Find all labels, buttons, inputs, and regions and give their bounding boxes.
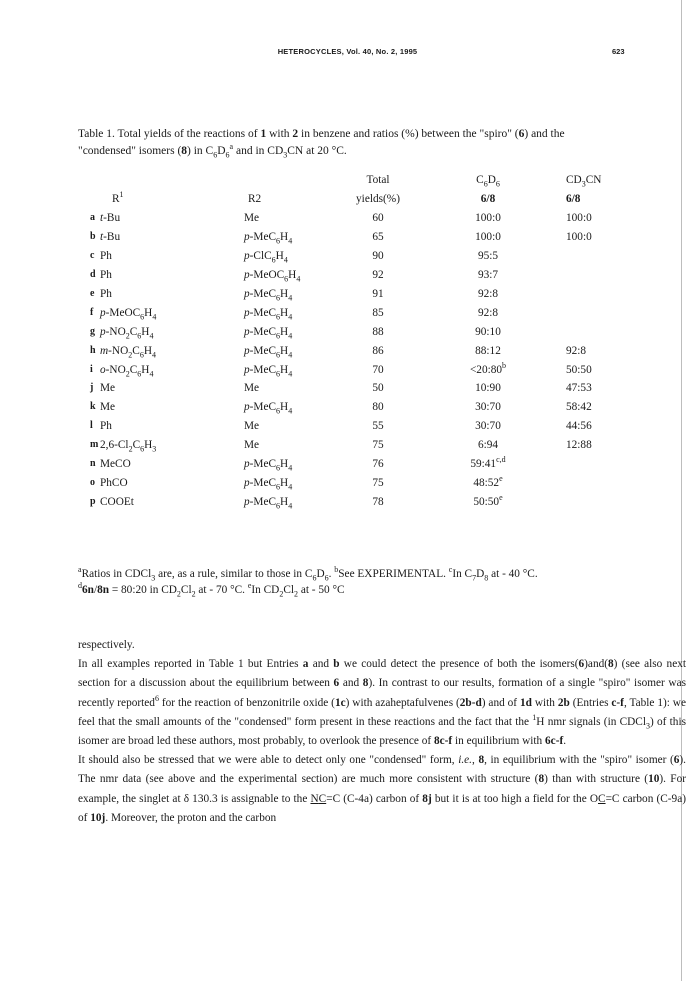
r2-value: Me bbox=[244, 420, 260, 433]
yield-value: 86 bbox=[372, 344, 384, 357]
entry-label: f bbox=[90, 306, 94, 318]
entry-label: h bbox=[90, 344, 96, 356]
ratio-c6d6: 100:0 bbox=[475, 212, 501, 225]
yield-value: 50 bbox=[372, 382, 384, 395]
ratio-c6d6: 50:50e bbox=[473, 493, 503, 508]
table-row bbox=[0, 341, 626, 360]
ratio-cd3cn: 100:0 bbox=[566, 212, 592, 225]
entry-label: p bbox=[90, 495, 96, 507]
table-row bbox=[0, 303, 626, 322]
table-row bbox=[0, 285, 626, 304]
ratio-cd3cn: 47:53 bbox=[566, 382, 592, 395]
header-ratio-cd3cn: 6/8 bbox=[566, 192, 581, 205]
paragraph-3: It should also be stressed that we were able to detect only one "condensed" form, i.e., 8, in equilibrium with the "spiro" isomer (6). The nmr data (see above and the experimental section) are much more consistent with structure (8) than with structure (10). For example, the singlet at δ 130.3 is assignable to the NC=C (C-4a) carbon of 8j but it is at too high a field for the OC=C carbon (C-9a) of 10j. Moreover, the proton and the carbon bbox=[78, 754, 686, 824]
ratio-cd3cn: 100:0 bbox=[566, 231, 592, 244]
r2-value: Me bbox=[244, 382, 260, 395]
journal-citation: HETEROCYCLES, Vol. 40, No. 2, 1995 bbox=[277, 47, 418, 56]
r1-value: $2,6-Cl_2C_6H_3$ bbox=[100, 439, 157, 454]
yield-value: 78 bbox=[372, 495, 384, 508]
table-row bbox=[0, 473, 626, 492]
header-ratio-c6d6: 6/8 bbox=[480, 192, 496, 205]
r2-value: $p-MeC_6H_4$ bbox=[244, 288, 293, 303]
ratio-c6d6: 100:0 bbox=[475, 231, 501, 244]
results-table bbox=[0, 171, 626, 511]
body-text bbox=[78, 636, 686, 828]
yield-value: 80 bbox=[372, 401, 384, 414]
entry-label: j bbox=[90, 382, 94, 394]
table-row bbox=[0, 398, 626, 417]
ratio-c6d6: $<20:80^b$ bbox=[469, 360, 507, 376]
table-row bbox=[0, 266, 626, 285]
entry-label: n bbox=[90, 458, 96, 470]
paragraph-2: In all examples reported in Table 1 but Entries a and b we could detect the presence of both the isomers(6)and(8) (see also next section for a discussion about the equilibrium between 6 and 8). In contrast to our results, formation of a single "spiro" isomer was recently reported$^6$ for the reaction of benzonitrile oxide (1c) with azaheptafulvenes (2b-d) and of 1d with 2b (Entries c-f, Table 1): we feel that the small amounts of the "condensed" form present in these reactions and the fact that the $^1$H nmr signals (in CDCl$_3$) of this isomer are broad led these authors, most probably, to overlook the presence of 8c-f in equilibrium with 6c-f. bbox=[78, 658, 686, 748]
ratio-c6d6: 92:8 bbox=[477, 306, 499, 319]
r1-value: Me bbox=[100, 382, 116, 395]
entry-label: i bbox=[90, 363, 93, 375]
ratio-c6d6: 95:5 bbox=[477, 250, 499, 263]
ratio-c6d6: 93:7 bbox=[477, 269, 499, 282]
entry-label: o bbox=[90, 476, 95, 488]
table-footnotes bbox=[78, 567, 678, 598]
r1-value: Ph bbox=[100, 250, 112, 263]
yield-value: 88 bbox=[372, 325, 384, 338]
entry-label: b bbox=[90, 231, 96, 243]
table-header-row-2 bbox=[0, 188, 626, 209]
entry-label: k bbox=[90, 401, 96, 413]
ratio-cd3cn: 44:56 bbox=[566, 420, 592, 433]
caption-line-2: "condensed" isomers (8) in $C_6D_6^a$ and in $CD_3CN$ at 20 °C. bbox=[78, 142, 347, 160]
header-total: Total bbox=[366, 173, 390, 186]
ratio-c6d6: 92:8 bbox=[477, 288, 499, 300]
table-row bbox=[0, 360, 626, 379]
r2-value: $p-MeC_6H_4$ bbox=[244, 325, 293, 341]
header-cd3cn: $CD_3CN$ bbox=[566, 173, 602, 188]
ratio-c6d6: 30:70 bbox=[475, 401, 501, 414]
table-row bbox=[0, 436, 626, 455]
r1-value: $p-MeOC_6H_4$ bbox=[100, 306, 157, 322]
yield-value: 85 bbox=[372, 306, 384, 319]
r2-value: Me bbox=[244, 439, 260, 452]
r1-value: $m-NO_2C_6H_4$ bbox=[100, 344, 156, 359]
r2-value: $p-ClC_6H_4$ bbox=[244, 250, 288, 265]
ratio-c6d6: 59:41$^{c,d}$ bbox=[470, 455, 506, 471]
r1-value: Me bbox=[100, 401, 116, 414]
yield-value: 75 bbox=[372, 476, 384, 489]
table-row bbox=[0, 209, 626, 228]
r2-value: $p-MeC_6H_4$ bbox=[244, 306, 293, 322]
header-c6d6: $C_6D_6$ bbox=[476, 173, 500, 188]
r1-value: MeCO bbox=[100, 458, 131, 471]
r1-value: $p-NO_2C_6H_4$ bbox=[100, 325, 154, 341]
running-header bbox=[0, 45, 695, 59]
ratio-cd3cn: 50:50 bbox=[566, 363, 592, 376]
page-number: 623 bbox=[612, 47, 625, 56]
footnote-line-2: $^d$6n/8n = 80:20 in $CD_2Cl_2$ at - 70 °C. $^e$In $CD_2Cl_2$ at - 50 °C bbox=[78, 580, 345, 598]
r2-value: $p-MeC_6H_4$ bbox=[244, 458, 293, 473]
header-yields: yields(%) bbox=[356, 192, 400, 205]
ratio-c6d6: 90:10 bbox=[475, 325, 501, 338]
yield-value: 55 bbox=[372, 420, 384, 433]
ratio-c6d6: 6:94 bbox=[477, 439, 499, 452]
yield-value: 70 bbox=[372, 363, 384, 376]
caption-line-1: Table 1. Total yields of the reactions of 1 with 2 in benzene and ratios (%) between the "spiro" (6) and the bbox=[78, 128, 565, 140]
r2-value: $p-MeC_6H_4$ bbox=[244, 495, 293, 511]
yield-value: 65 bbox=[372, 231, 384, 244]
table-row bbox=[0, 379, 626, 398]
ratio-c6d6: 48:52e bbox=[473, 474, 503, 489]
page-edge-rule bbox=[681, 0, 682, 981]
yield-value: 60 bbox=[372, 212, 384, 225]
table-caption bbox=[78, 126, 678, 160]
header-r2: R2 bbox=[248, 192, 262, 205]
r1-value: $o-NO_2C_6H_4$ bbox=[100, 363, 154, 378]
r1-value: Ph bbox=[100, 269, 112, 282]
r1-value: Ph bbox=[100, 288, 112, 300]
r1-value: PhCO bbox=[100, 476, 128, 489]
table-row bbox=[0, 247, 626, 266]
r2-value: $p-MeOC_6H_4$ bbox=[244, 269, 301, 284]
r2-value: $p-MeC_6H_4$ bbox=[244, 363, 293, 378]
entry-label: c bbox=[90, 250, 95, 262]
entry-label: e bbox=[90, 288, 95, 299]
table-row bbox=[0, 492, 626, 511]
ratio-cd3cn: 92:8 bbox=[566, 344, 587, 357]
yield-value: 76 bbox=[372, 458, 384, 471]
r1-value: Ph bbox=[100, 420, 112, 433]
r2-value: $p-MeC_6H_4$ bbox=[244, 476, 293, 492]
entry-label: g bbox=[90, 325, 95, 337]
entry-label: a bbox=[90, 212, 95, 224]
table-row bbox=[0, 322, 626, 341]
ratio-cd3cn: 58:42 bbox=[566, 401, 592, 414]
r1-value: COOEt bbox=[100, 495, 134, 508]
yield-value: 75 bbox=[372, 439, 384, 452]
table-row bbox=[0, 417, 626, 436]
yield-value: 91 bbox=[372, 288, 384, 300]
table-row bbox=[0, 455, 626, 474]
entry-label: l bbox=[90, 420, 93, 432]
r2-value: $p-MeC_6H_4$ bbox=[244, 401, 293, 416]
r2-value: Me bbox=[244, 212, 260, 225]
header-r1: $R^1$ bbox=[112, 189, 124, 205]
footnote-line-1: $^a$Ratios in CDCl$_3$ are, as a rule, similar to those in $C_6D_6$. $^b$See EXPERIMENTAL. $^c$In $C_7D_8$ at - 40 °C. bbox=[78, 565, 538, 583]
r1-value: t-Bu bbox=[100, 212, 121, 225]
r2-value: $p-MeC_6H_4$ bbox=[244, 231, 293, 246]
ratio-c6d6: 30:70 bbox=[475, 420, 501, 433]
paragraph-1: respectively. bbox=[78, 639, 135, 651]
ratio-c6d6: 10:90 bbox=[475, 382, 501, 395]
ratio-cd3cn: 12:88 bbox=[566, 439, 592, 452]
table-header-row-1 bbox=[0, 171, 626, 188]
r1-value: t-Bu bbox=[100, 231, 121, 244]
ratio-c6d6: 88:12 bbox=[475, 344, 501, 357]
entry-label: m bbox=[90, 439, 99, 451]
table-row bbox=[0, 228, 626, 247]
r2-value: $p-MeC_6H_4$ bbox=[244, 344, 293, 359]
yield-value: 92 bbox=[372, 269, 384, 282]
yield-value: 90 bbox=[372, 250, 384, 263]
entry-label: d bbox=[90, 269, 96, 281]
